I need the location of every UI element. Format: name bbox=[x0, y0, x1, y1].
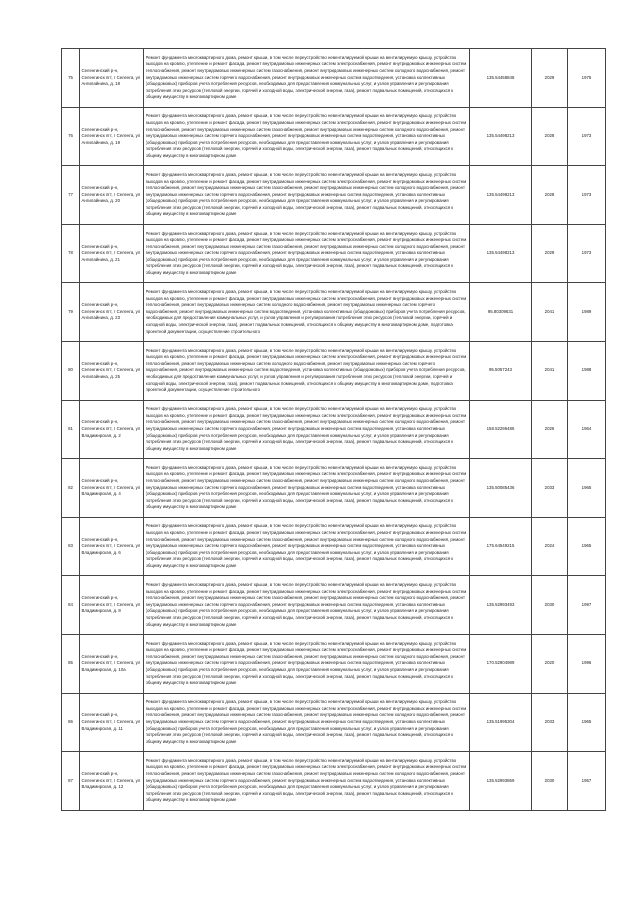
works-list bbox=[144, 341, 470, 400]
table-row bbox=[62, 283, 606, 342]
works-text: Ремонт фундамента многоквартирного дома, ремонт крыши, в том числе переустройство невентилируемой крыши на вентилируемую крышу, устройство выходов на кровлю, утепление и ремонт фасада, ремонт внутридомовых инженерных систем электроснабжения, ремонт внутридомовых инженерных систем теплоснабжения, ремонт внутридомовых инженерных систем газоснабжения, ремонт внутридомовых инженерных систем холодного водоснабжения, ремонт внутридомовых инженерных систем горячего водоснабжения, ремонт внутридомовых инженерных систем водоотведения, установка коллективных (общедомовых) приборов учета потребления ресурсов, необходимых для предоставления коммунальных услуг, и узлов управления и регулирования потребления этих ресурсов (тепловой энергии, горячей и холодной воды, электрической энергии, газа), ремонт подвальных помещений, относящихся к общему имуществу в многоквартирном доме bbox=[145, 230, 467, 276]
row-number: 78 bbox=[62, 224, 80, 283]
works-text: Ремонт фундамента многоквартирного дома, ремонт крыши, в том числе переустройство невентилируемой крыши на вентилируемую крышу, устройство выходов на кровлю, утепление и ремонт фасада, ремонт внутридомовых инженерных систем электроснабжения, ремонт внутридомовых инженерных систем теплоснабжения, ремонт внутридомовых инженерных систем газоснабжения, ремонт внутридомовых инженерных систем холодного водоснабжения, ремонт внутридомовых инженерных систем горячего водоснабжения, ремонт внутридомовых инженерных систем водоотведения, установка коллективных (общедомовых) приборов учета потребления ресурсов, необходимых для предоставления коммунальных услуг, и узлов управления и регулирования потребления этих ресурсов (тепловой энергии, горячей и холодной воды, электрической энергии, газа), ремонт подвальных помещений, относящихся к общему имуществу в многоквартирном доме bbox=[145, 464, 467, 510]
table-row bbox=[62, 166, 606, 225]
table-row bbox=[62, 49, 606, 108]
planned-year: 2028 bbox=[532, 107, 568, 166]
planned-year: 2030 bbox=[532, 752, 568, 811]
works-text: Ремонт фундамента многоквартирного дома, ремонт крыши, в том числе переустройство невентилируемой крыши на вентилируемую крышу, устройство выходов на кровлю, утепление и ремонт фасада, ремонт внутридомовых инженерных систем электроснабжения, ремонт внутридомовых инженерных систем теплоснабжения, ремонт внутридомовых инженерных систем газоснабжения, ремонт внутридомовых инженерных систем холодного водоснабжения, ремонт внутридомовых инженерных систем горячего водоснабжения, ремонт внутридомовых инженерных систем водоотведения, установка коллективных (общедомовых) приборов учета потребления ресурсов, необходимых для предоставления коммунальных услуг, и узлов управления и регулирования потребления этих ресурсов (тепловой энергии, горячей и холодной воды, электрической энергии, газа), ремонт подвальных помещений, относящихся к общему имуществу в многоквартирном доме bbox=[145, 699, 467, 744]
cost-value: 95.5057243 bbox=[470, 341, 532, 400]
planned-year: 2041 bbox=[532, 341, 568, 400]
planned-year: 2033 bbox=[532, 693, 568, 752]
planned-year: 2024 bbox=[532, 517, 568, 576]
house-address: Селенгинский р-н, Селенгинск пгт, г Селенга, ул Владимирская, д. 10а bbox=[80, 634, 144, 693]
house-address: Селенгинский р-н, Селенгинск пгт, г Селенга, ул Владимирская, д. 12 bbox=[80, 752, 144, 811]
row-number: 83 bbox=[62, 517, 80, 576]
row-number: 84 bbox=[62, 576, 80, 635]
cost-value: 135.52993493 bbox=[470, 576, 532, 635]
build-year: 1996 bbox=[568, 634, 606, 693]
cost-value: 135.50085436 bbox=[470, 459, 532, 518]
planned-year: 2033 bbox=[532, 459, 568, 518]
works-list bbox=[144, 576, 470, 635]
cost-value: 158.52296486 bbox=[470, 400, 532, 459]
works-text: Ремонт фундамента многоквартирного дома, ремонт крыши, в том числе переустройство невентилируемой крыши на вентилируемую крышу, устройство выходов на кровлю, утепление и ремонт фасада, ремонт внутридомовых инженерных систем электроснабжения, ремонт внутридомовых инженерных систем теплоснабжения, ремонт внутридомовых инженерных систем газоснабжения, ремонт внутридомовых инженерных систем холодного водоснабжения, ремонт внутридомовых инженерных систем горячего водоснабжения, ремонт внутридомовых инженерных систем водоотведения, установка коллективных (общедомовых) приборов учета потребления ресурсов, необходимых для предоставления коммунальных услуг, и узлов управления и регулирования потребления этих ресурсов (тепловой энергии, горячей и холодной воды, электрической энергии, газа), ремонт подвальных помещений, относящихся к общему имуществу в многоквартирном доме bbox=[145, 582, 467, 627]
planned-year: 2028 bbox=[532, 166, 568, 225]
build-year: 1965 bbox=[568, 459, 606, 518]
house-address: Селенгинский р-н, Селенгинск пгт, г Селенга, ул Ангилайнина, д. 20 bbox=[80, 166, 144, 225]
build-year: 1973 bbox=[568, 166, 606, 225]
row-number: 77 bbox=[62, 166, 80, 225]
cost-value: 135.54498213 bbox=[470, 107, 532, 166]
row-number: 76 bbox=[62, 107, 80, 166]
build-year: 1957 bbox=[568, 752, 606, 811]
table-row bbox=[62, 459, 606, 518]
build-year: 1989 bbox=[568, 283, 606, 342]
house-address: Селенгинский р-н, Селенгинск пгт, г Селенга, ул Ангилайнина, д. 21 bbox=[80, 224, 144, 283]
row-number: 81 bbox=[62, 400, 80, 459]
house-address: Селенгинский р-н, Селенгинск пгт, г Селенга, ул Ангилайнина, д. 23 bbox=[80, 283, 144, 342]
works-text: Ремонт фундамента многоквартирного дома, ремонт крыши, в том числе переустройство невентилируемой крыши на вентилируемую крышу, устройство выходов на кровлю, утепление и ремонт фасада, ремонт внутридомовых инженерных систем электроснабжения, ремонт внутридомовых инженерных систем теплоснабжения, ремонт внутридомовых инженерных систем газоснабжения, ремонт внутридомовых инженерных систем холодного водоснабжения, ремонт внутридомовых инженерных систем горячего водоснабжения, ремонт внутридомовых инженерных систем водоотведения, установка коллективных (общедомовых) приборов учета потребления ресурсов, необходимых для предоставления коммунальных услуг, и узлов управления и регулирования потребления этих ресурсов (тепловой энергии, горячей и холодной воды, электрической энергии, газа), ремонт подвальных помещений, относящихся к общему имуществу в многоквартирном доме bbox=[145, 640, 467, 686]
works-list bbox=[144, 517, 470, 576]
row-number: 86 bbox=[62, 693, 80, 752]
row-number: 87 bbox=[62, 752, 80, 811]
cost-value: 135.54498213 bbox=[470, 224, 532, 283]
row-number: 82 bbox=[62, 459, 80, 518]
table-row bbox=[62, 107, 606, 166]
capital-repair-table bbox=[61, 48, 606, 811]
works-text: Ремонт фундамента многоквартирного дома, ремонт крыши, в том числе переустройство невентилируемой крыши на вентилируемую крышу, устройство выходов на кровлю, утепление и ремонт фасада, ремонт внутридомовых инженерных систем электроснабжения, ремонт внутридомовых инженерных систем теплоснабжения, ремонт внутридомовых инженерных систем холодного водоснабжения, ремонт внутридомовых инженерных систем горячего водоснабжения, ремонт внутридомовых инженерных систем водоотведения, установка коллективных (общедомовых) приборов учета потребления ресурсов, необходимых для предоставления коммунальных услуг, и узлов управления и регулирования потребления этих ресурсов (тепловой энергии, горячей и холодной воды, электрической энергии, газа), ремонт подвальных помещений, относящихся к общему имуществу в многоквартирном доме, подготовка проектной документации, осуществление строительного bbox=[145, 289, 467, 334]
house-address: Селенгинский р-н, Селенгинск пгт, г Селенга, ул Владимирская, д. 6 bbox=[80, 517, 144, 576]
house-address: Селенгинский р-н, Селенгинск пгт, г Селенга, ул Владимирская, д. 8 bbox=[80, 576, 144, 635]
works-list bbox=[144, 459, 470, 518]
works-text: Ремонт фундамента многоквартирного дома, ремонт крыши, в том числе переустройство невентилируемой крыши на вентилируемую крышу, устройство выходов на кровлю, утепление и ремонт фасада, ремонт внутридомовых инженерных систем электроснабжения, ремонт внутридомовых инженерных систем теплоснабжения, ремонт внутридомовых инженерных систем газоснабжения, ремонт внутридомовых инженерных систем холодного водоснабжения, ремонт внутридомовых инженерных систем горячего водоснабжения, ремонт внутридомовых инженерных систем водоотведения, установка коллективных (общедомовых) приборов учета потребления ресурсов, необходимых для предоставления коммунальных услуг, и узлов управления и регулирования потребления этих ресурсов (тепловой энергии, горячей и холодной воды, электрической энергии, газа), ремонт подвальных помещений, относящихся к общему имуществу в многоквартирном доме bbox=[145, 113, 467, 158]
table-row bbox=[62, 224, 606, 283]
works-text: Ремонт фундамента многоквартирного дома, ремонт крыши, в том числе переустройство невентилируемой крыши на вентилируемую крышу, устройство выходов на кровлю, утепление и ремонт фасада, ремонт внутридомовых инженерных систем электроснабжения, ремонт внутридомовых инженерных систем теплоснабжения, ремонт внутридомовых инженерных систем газоснабжения, ремонт внутридомовых инженерных систем холодного водоснабжения, ремонт внутридомовых инженерных систем горячего водоснабжения, ремонт внутридомовых инженерных систем водоотведения, установка коллективных (общедомовых) приборов учета потребления ресурсов, необходимых для предоставления коммунальных услуг, и узлов управления и регулирования потребления этих ресурсов (тепловой энергии, горячей и холодной воды, электрической энергии, газа), ремонт подвальных помещений, относящихся к общему имуществу в многоквартирном доме bbox=[145, 523, 467, 569]
table-row bbox=[62, 400, 606, 459]
house-address: Селенгинский р-н, Селенгинск пгт, г Селенга, ул Владимирская, д. 4 bbox=[80, 459, 144, 518]
works-list bbox=[144, 693, 470, 752]
cost-value: 135.54458848 bbox=[470, 49, 532, 108]
table-row bbox=[62, 752, 606, 811]
works-text: Ремонт фундамента многоквартирного дома, ремонт крыши, в том числе переустройство невентилируемой крыши на вентилируемую крышу, устройство выходов на кровлю, утепление и ремонт фасада, ремонт внутридомовых инженерных систем электроснабжения, ремонт внутридомовых инженерных систем теплоснабжения, ремонт внутридомовых инженерных систем газоснабжения, ремонт внутридомовых инженерных систем холодного водоснабжения, ремонт внутридомовых инженерных систем горячего водоснабжения, ремонт внутридомовых инженерных систем водоотведения, установка коллективных (общедомовых) приборов учета потребления ресурсов, необходимых для предоставления коммунальных услуг, и узлов управления и регулирования потребления этих ресурсов (тепловой энергии, горячей и холодной воды, электрической энергии, газа), ремонт подвальных помещений, относящихся к общему имуществу в многоквартирном доме bbox=[145, 171, 467, 217]
house-address: Селенгинский р-н, Селенгинск пгт, г Селенга, ул Ангилайнина, д. 19 bbox=[80, 107, 144, 166]
works-text: Ремонт фундамента многоквартирного дома, ремонт крыши, в том числе переустройство невентилируемой крыши на вентилируемую крышу, устройство выходов на кровлю, утепление и ремонт фасада, ремонт внутридомовых инженерных систем электроснабжения, ремонт внутридомовых инженерных систем теплоснабжения, ремонт внутридомовых инженерных систем газоснабжения, ремонт внутридомовых инженерных систем холодного водоснабжения, ремонт внутридомовых инженерных систем горячего водоснабжения, ремонт внутридомовых инженерных систем водоотведения, установка коллективных (общедомовых) приборов учета потребления ресурсов, необходимых для предоставления коммунальных услуг, и узлов управления и регулирования потребления этих ресурсов (тепловой энергии, горячей и холодной воды, электрической энергии, газа), ремонт подвальных помещений, относящихся к общему имуществу в многоквартирном доме bbox=[145, 54, 467, 100]
cost-value: 135.51995304 bbox=[470, 693, 532, 752]
build-year: 1975 bbox=[568, 49, 606, 108]
build-year: 1973 bbox=[568, 107, 606, 166]
build-year: 1964 bbox=[568, 400, 606, 459]
works-text: Ремонт фундамента многоквартирного дома, ремонт крыши, в том числе переустройство невентилируемой крыши на вентилируемую крышу, устройство выходов на кровлю, утепление и ремонт фасада, ремонт внутридомовых инженерных систем электроснабжения, ремонт внутридомовых инженерных систем теплоснабжения, ремонт внутридомовых инженерных систем холодного водоснабжения, ремонт внутридомовых инженерных систем горячего водоснабжения, ремонт внутридомовых инженерных систем водоотведения, установка коллективных (общедомовых) приборов учета потребления ресурсов, необходимых для предоставления коммунальных услуг, и узлов управления и регулирования потребления этих ресурсов (тепловой энергии, горячей и холодной воды, электрической энергии, газа), ремонт подвальных помещений, относящихся к общему имуществу в многоквартирном доме, подготовка проектной документации, осуществление строительного bbox=[145, 347, 467, 393]
table-body bbox=[62, 49, 606, 811]
works-list bbox=[144, 224, 470, 283]
works-list bbox=[144, 166, 470, 225]
cost-value: 135.52993869 bbox=[470, 752, 532, 811]
build-year: 1997 bbox=[568, 576, 606, 635]
table-row bbox=[62, 693, 606, 752]
works-list bbox=[144, 107, 470, 166]
cost-value: 175.64549215 bbox=[470, 517, 532, 576]
house-address: Селенгинский р-н, Селенгинск пгт, г Селенга, ул Владимирская, д. 11 bbox=[80, 693, 144, 752]
planned-year: 2029 bbox=[532, 49, 568, 108]
works-list bbox=[144, 49, 470, 108]
cost-value: 135.54498213 bbox=[470, 166, 532, 225]
table-row bbox=[62, 576, 606, 635]
planned-year: 2029 bbox=[532, 224, 568, 283]
table-row bbox=[62, 517, 606, 576]
build-year: 1973 bbox=[568, 224, 606, 283]
planned-year: 2026 bbox=[532, 400, 568, 459]
cost-value: 95.80309631 bbox=[470, 283, 532, 342]
build-year: 1965 bbox=[568, 517, 606, 576]
row-number: 79 bbox=[62, 283, 80, 342]
build-year: 1988 bbox=[568, 341, 606, 400]
row-number: 80 bbox=[62, 341, 80, 400]
planned-year: 2041 bbox=[532, 283, 568, 342]
planned-year: 2030 bbox=[532, 576, 568, 635]
house-address: Селенгинский р-н, Селенгинск пгт, г Селенга, ул Владимирская, д. 2 bbox=[80, 400, 144, 459]
house-address: Селенгинский р-н, Селенгинск пгт, г Селенга, ул Ангилайнина, д. 18 bbox=[80, 49, 144, 108]
works-text: Ремонт фундамента многоквартирного дома, ремонт крыши, в том числе переустройство невентилируемой крыши на вентилируемую крышу, устройство выходов на кровлю, утепление и ремонт фасада, ремонт внутридомовых инженерных систем электроснабжения, ремонт внутридомовых инженерных систем теплоснабжения, ремонт внутридомовых инженерных систем газоснабжения, ремонт внутридомовых инженерных систем холодного водоснабжения, ремонт внутридомовых инженерных систем горячего водоснабжения, ремонт внутридомовых инженерных систем водоотведения, установка коллективных (общедомовых) приборов учета потребления ресурсов, необходимых для предоставления коммунальных услуг, и узлов управления и регулирования потребления этих ресурсов (тепловой энергии, горячей и холодной воды, электрической энергии, газа), ремонт подвальных помещений, относящихся к общему имуществу в многоквартирном доме bbox=[145, 757, 467, 803]
build-year: 1965 bbox=[568, 693, 606, 752]
table-row bbox=[62, 634, 606, 693]
planned-year: 2020 bbox=[532, 634, 568, 693]
works-list bbox=[144, 752, 470, 811]
works-list bbox=[144, 283, 470, 342]
house-address: Селенгинский р-н, Селенгинск пгт, г Селенга, ул Ангилайнина, д. 25 bbox=[80, 341, 144, 400]
works-text: Ремонт фундамента многоквартирного дома, ремонт крыши, в том числе переустройство невентилируемой крыши на вентилируемую крышу, устройство выходов на кровлю, утепление и ремонт фасада, ремонт внутридомовых инженерных систем электроснабжения, ремонт внутридомовых инженерных систем теплоснабжения, ремонт внутридомовых инженерных систем газоснабжения, ремонт внутридомовых инженерных систем холодного водоснабжения, ремонт внутридомовых инженерных систем горячего водоснабжения, ремонт внутридомовых инженерных систем водоотведения, установка коллективных (общедомовых) приборов учета потребления ресурсов, необходимых для предоставления коммунальных услуг, и узлов управления и регулирования потребления этих ресурсов (тепловой энергии, горячей и холодной воды, электрической энергии, газа), ремонт подвальных помещений, относящихся к общему имуществу в многоквартирном доме bbox=[145, 406, 467, 451]
row-number: 85 bbox=[62, 634, 80, 693]
table-row bbox=[62, 341, 606, 400]
row-number: 75 bbox=[62, 49, 80, 108]
cost-value: 170.52904989 bbox=[470, 634, 532, 693]
works-list bbox=[144, 400, 470, 459]
works-list bbox=[144, 634, 470, 693]
